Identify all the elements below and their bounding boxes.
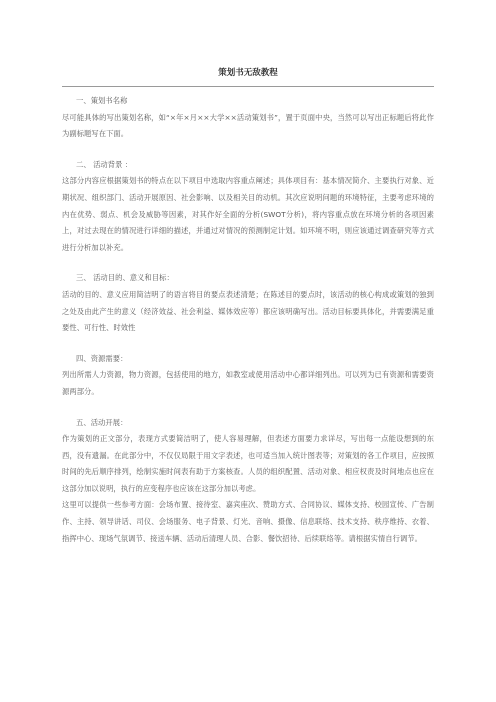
section-purpose <box>62 270 434 336</box>
section-heading: 二、 活动背景 ： <box>76 159 133 169</box>
section-heading: 五、活动开展： <box>76 417 128 427</box>
section-gap <box>62 256 434 270</box>
section-background <box>62 157 434 257</box>
document-title: 策划书无敌教程 <box>218 68 278 78</box>
section-heading: 一、策划书名称 <box>76 96 128 105</box>
section-gap <box>62 401 434 415</box>
title-divider <box>62 86 434 87</box>
section-gap <box>62 337 434 351</box>
section-paragraph: 列出所需人力资源，物力资源，包括使用的地方，如教室或使用活动中心都详细列出。可以列为已有资源和需要资源两部分。 <box>62 370 434 396</box>
document-body <box>62 93 434 547</box>
section-paragraph: 这里可以提供一些参考方面：会场布置、接待室、嘉宾座次、赞助方式、合同协议、媒体支持、校园宣传、广告制作、主持、领导讲话、司仪、会场服务、电子背景、灯光、音响、摄像、信息联络、技术支持、秩序维持、衣着、指挥中心、现场气氛调节、接送车辆、活动后清理人员、合影、餐饮招待、后续联络等。请根据实情自行调节。 <box>62 500 434 543</box>
section-paragraph: 这部分内容应根据策划书的特点在以下项目中选取内容重点阐述；具体项目有：基本情况简介、主要执行对象、近期状况、组织部门、活动开展原因、社会影响、以及相关目的动机。其次应说明问题的环境特征，主要考虑环境的内在优势、弱点、机会及威胁等因素，对其作好全面的分析(SWOT分析)，将内容重点放在环境分析的各项因素上，对过去现在的情况进行详细的描述，并通过对情况的预测制定计划。如环境不明，则应该通过调查研究等方式进行分析加以补充。 <box>62 176 434 252</box>
section-activity <box>62 415 434 548</box>
section-heading: 四、资源需要： <box>76 353 128 363</box>
section-heading: 三、 活动目的、意义和目标： <box>76 273 174 283</box>
section-paragraph: 作为策划的正文部分，表现方式要简洁明了，使人容易理解，但表述方面要力求详尽，写出每一点能设想到的东西，没有遗漏。在此部分中，不仅仅局限于用文字表述，也可适当加入统计图表等；对策划的各工作项目，应按照时间的先后顺序排列，绘制实施时间表有助于方案核查。人员的组织配置、活动对象、相应权责及时间地点也应在这部分加以说明，执行的应变程序也应该在这部分加以考虑。 <box>62 434 434 493</box>
section-gap <box>62 143 434 157</box>
section-paragraph: 活动的目的、意义应用简洁明了的语言将目的要点表述清楚；在陈述目的要点时，该活动的核心构成或策划的独到之处及由此产生的意义（经济效益、社会利益、媒体效应等）都应该明确写出。活动目标要具体化，并需要满足重要性、可行性、时效性 <box>62 289 434 333</box>
section-resources <box>62 351 434 401</box>
section-name <box>62 93 434 143</box>
section-paragraph: 尽可能具体的写出策划名称，如“×年×月××大学××活动策划书”，置于页面中央，当然可以写出正标题后将此作为副标题写在下面。 <box>62 112 434 139</box>
